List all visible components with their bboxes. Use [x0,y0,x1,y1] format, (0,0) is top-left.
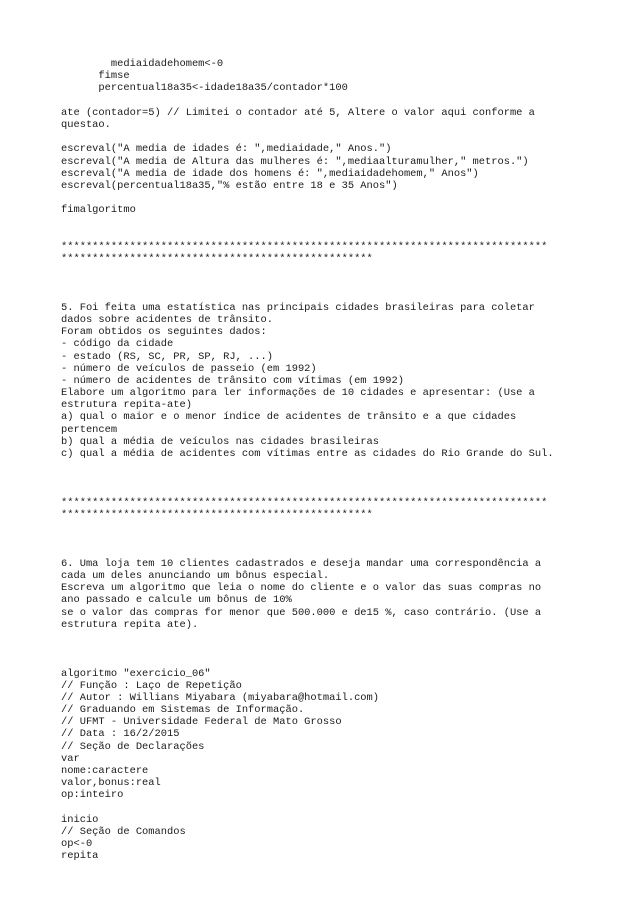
exercise-5-line: Elabore um algoritmo para ler informações de 10 cidades e apresentar: (Use a [61,387,535,400]
output-block [61,143,621,192]
separator [61,497,621,521]
exercise-5-line: estrutura repita-ate) [61,399,192,412]
exercise-5-line: 5. Foi feita uma estatística nas principais cidades brasileiras para coletar [61,301,535,314]
code-line: // Data : 16/2/2015 [61,728,180,741]
exercise-5-line: c) qual a média de acidentes com vítimas entre as cidades do Rio Grande do Sul. [61,448,554,461]
exercise-6-line: estrutura repita ate). [61,618,199,631]
note-block [61,107,621,131]
code-line: percentual18a35<-idade18a35/contador*100 [61,82,348,95]
code-line: // Seção de Comandos [61,825,186,838]
exercise-6-line: cada um deles anunciando um bônus especial. [61,569,330,582]
code-line: nome:caractere [61,765,149,778]
exercise-5-line: - código da cidade [61,338,174,351]
algorithm-body [61,814,621,863]
code-line: valor,bonus:real [61,777,161,790]
exercise-5-line: dados sobre acidentes de trânsito. [61,313,274,326]
code-line: var [61,752,80,765]
exercise-5-line: b) qual a média de veículos nas cidades brasileiras [61,435,380,448]
code-line: // Graduando em Sistemas de Informação. [61,704,305,717]
output-line: escreval("A media de Altura das mulheres é: ",mediaalturamulher," metros.") [61,155,529,168]
note-line: ate (contador=5) // Limitei o contador até 5, Altere o valor aqui conforme a [61,106,535,119]
code-line: mediaidadehomem<-0 [61,58,224,70]
exercise-5-line: pertencem [61,423,118,436]
code-block-top [61,58,621,95]
end-algorithm-line: fimalgoritmo [61,204,136,217]
exercise-5-line: - número de acidentes de trânsito com vítimas (em 1992) [61,374,404,387]
code-line: inicio [61,813,99,826]
code-line: op<-0 [61,838,93,851]
separator-line: ************************************************** [61,253,373,266]
code-line: repita [61,850,99,863]
note-line: questao. [61,118,111,131]
separator [61,241,621,265]
code-line: // UFMT - Universidade Federal de Mato Grosso [61,716,342,729]
exercise-5 [61,302,621,460]
code-line: fimse [61,70,130,83]
exercise-6-line: se o valor das compras for menor que 500.000 e de15 %, caso contrário. (Use a [61,606,542,619]
exercise-6 [61,558,621,631]
exercise-6-line: 6. Uma loja tem 10 clientes cadastrados e deseja mandar uma correspondência a [61,557,542,570]
document-page [61,58,621,863]
output-line: escreval(percentual18a35,"% estão entre 18 e 35 Anos") [61,179,398,192]
exercise-5-line: - número de veículos de passeio (em 1992) [61,362,317,375]
code-line: // Autor : Willians Miyabara (miyabara@hotmail.com) [61,691,380,704]
separator-line: ****************************************************************************** [61,240,548,253]
code-line: // Seção de Declarações [61,740,205,753]
exercise-6-line: Escreva um algoritmo que leia o nome do cliente e o valor das suas compras no [61,582,542,595]
exercise-5-line: Foram obtidos os seguintes dados: [61,326,267,339]
output-line: escreval("A media de idades é: ",mediaidade," Anos.") [61,143,392,156]
separator-line: ****************************************************************************** [61,496,548,509]
output-line: escreval("A media de idade dos homens é: ",mediaidadehomem," Anos") [61,167,479,180]
algorithm-header [61,668,621,802]
code-line: algoritmo "exercicio_06" [61,667,211,680]
code-line: // Função : Laço de Repetição [61,679,242,692]
exercise-5-line: a) qual o maior e o menor índice de acidentes de trânsito e a que cidades [61,411,517,424]
code-line: op:inteiro [61,789,124,802]
separator-line: ************************************************** [61,509,373,522]
exercise-6-line: ano passado e calcule um bônus de 10% [61,594,292,607]
exercise-5-line: - estado (RS, SC, PR, SP, RJ, ...) [61,350,274,363]
